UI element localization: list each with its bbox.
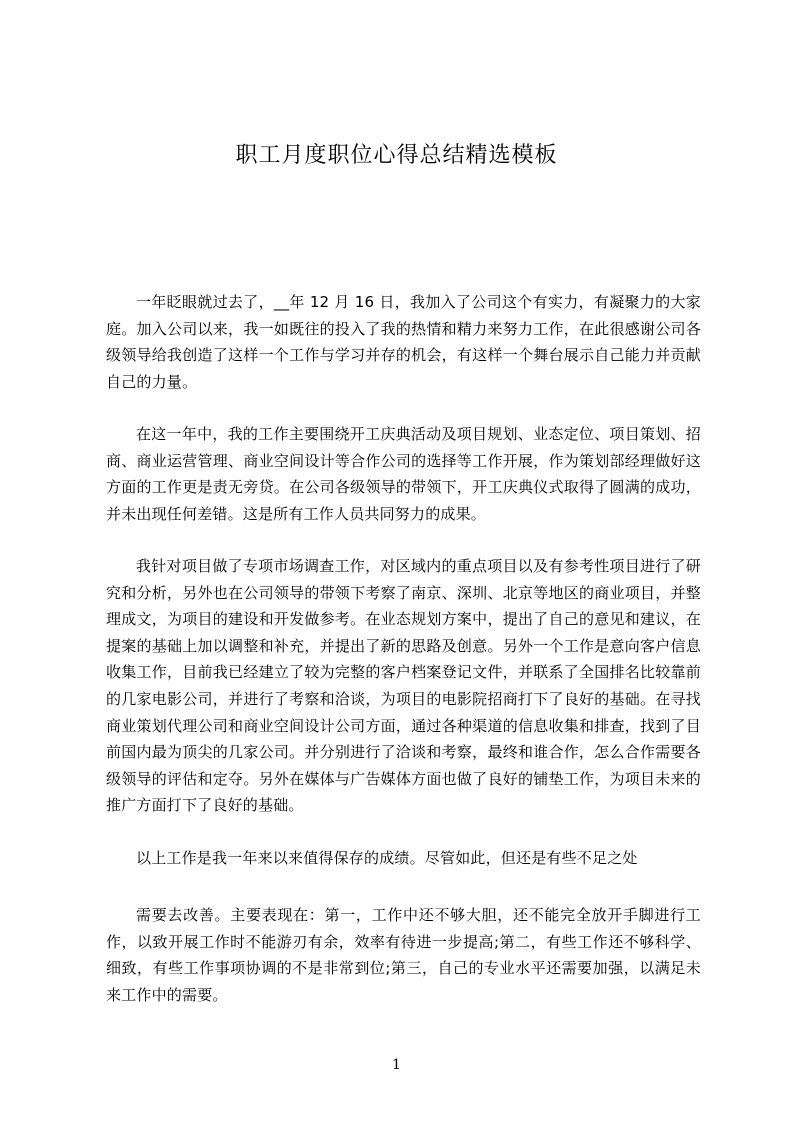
paragraph-3: 我针对项目做了专项市场调查工作，对区域内的重点项目以及有参考性项目进行了研究和分析，另外也在公司领导的带领下考察了南京、深圳、北京等地区的商业项目，并整理成文，为项目的建设和开发做参考。在业态规划方案中，提出了自己的意见和建议，在提案的基础上加以调整和补充，并提出了新的思路及创意。另外一个工作是意向客户信息收集工作，目前我已经建立了较为完整的客户档案登记文件，并联系了全国排名比较靠前的几家电影公司，并进行了考察和洽谈，为项目的电影院招商打下了良好的基础。在寻找商业策划代理公司和商业空间设计公司方面，通过各种渠道的信息收集和排查，找到了目前国内最为顶尖的几家公司。并分别进行了洽谈和考察，最终和谁合作，怎么合作需要各级领导的评估和定夺。另外在媒体与广告媒体方面也做了良好的铺垫工作，为项目未来的推广方面打下了良好的基础。 <box>106 557 701 815</box>
paragraph-2: 在这一年中，我的工作主要围绕开工庆典活动及项目规划、业态定位、项目策划、招商、商业运营管理、商业空间设计等合作公司的选择等工作开展，作为策划部经理做好这方面的工作更是责无旁贷。在公司各级领导的带领下，开工庆典仪式取得了圆满的成功，并未出现任何差错。这是所有工作人员共同努力的成果。 <box>106 425 701 523</box>
paragraph-4: 以上工作是我一年来以来值得保存的成绩。尽管如此，但还是有些不足之处 <box>136 849 638 867</box>
page-number: 1 <box>392 1057 401 1073</box>
document-title: 职工月度职位心得总结精选模板 <box>235 143 558 168</box>
paragraph-1: 一年眨眼就过去了，__年 12 月 16 日，我加入了公司这个有实力，有凝聚力的大家庭。加入公司以来，我一如既往的投入了我的热情和精力来努力工作，在此很感谢公司各级领导给我创造了这样一个工作与学习并存的机会，有这样一个舞台展示自己能力并贡献自己的力量。 <box>106 293 701 391</box>
paragraph-5: 需要去改善。主要表现在：第一，工作中还不够大胆，还不能完全放开手脚进行工作，以致开展工作时不能游刃有余，效率有待进一步提高;第二，有些工作还不够科学、细致，有些工作事项协调的不是非常到位;第三，自己的专业水平还需要加强，以满足未来工作中的需要。 <box>106 906 701 1004</box>
